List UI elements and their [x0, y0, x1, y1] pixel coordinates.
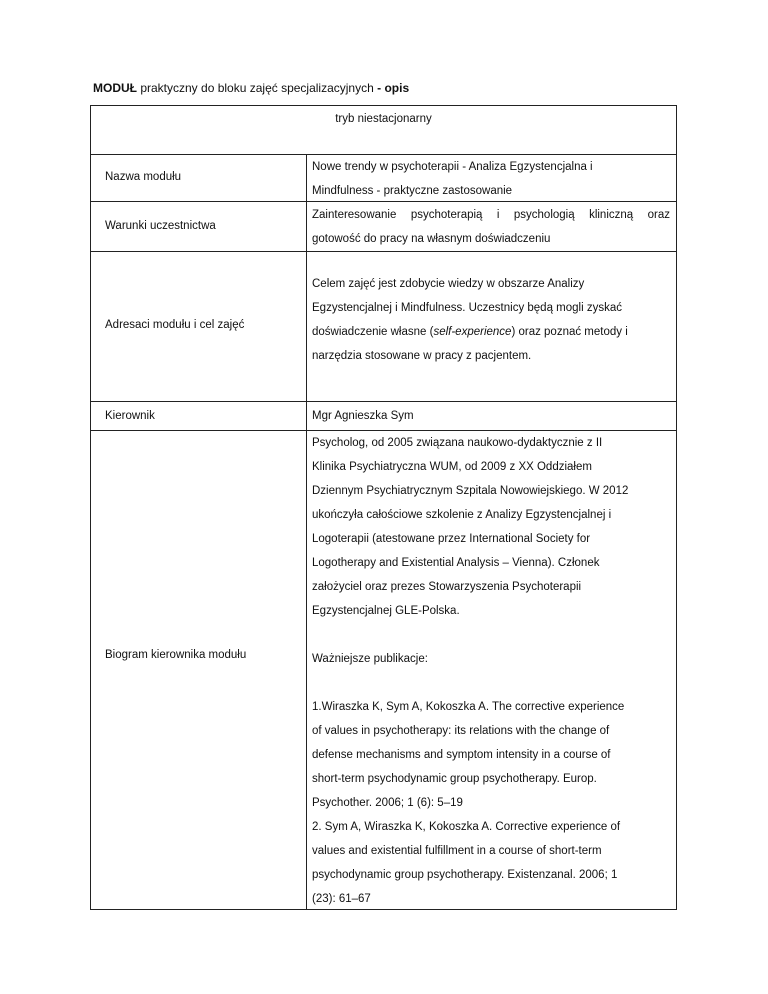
text-line: 2. Sym A, Wiraszka K, Kokoszka A. Corrective experience of [312, 821, 621, 833]
text-line: Celem zajęć jest zdobycie wiedzy w obszarze Analizy [312, 278, 585, 290]
row-label-bio: Biogram kierownika modułu [105, 649, 247, 661]
table-row [91, 431, 676, 909]
text-fragment: doświadczenie własne ( [312, 326, 434, 338]
text-line: Dziennym Psychiatrycznym Szpitala Nowowiejskiego. W 2012 [312, 485, 629, 497]
text-line: 1.Wiraszka K, Sym A, Kokoszka A. The corrective experience [312, 701, 625, 713]
text-line: Psychother. 2006; 1 (6): 5–19 [312, 797, 463, 809]
text-line: narzędzia stosowane w pracy z pacjentem. [312, 350, 532, 362]
text-fragment: ) oraz poznać metody i [511, 326, 628, 338]
text-line: gotowość do pracy na własnym doświadczeniu [312, 233, 551, 245]
audience-value [312, 272, 670, 368]
text-line: Zainteresowanie psychoterapią i psychologią kliniczną oraz [312, 209, 670, 221]
text-line: Mindfulness - praktyczne zastosowanie [312, 185, 513, 197]
text-line: Egzystencjalnej i Mindfulness. Uczestnicy będą mogli zyskać [312, 302, 622, 314]
publications-heading: Ważniejsze publikacje: [312, 653, 428, 665]
text-line: Logoterapii (atestowane przez International Society for [312, 533, 591, 545]
study-mode: tryb niestacjonarny [335, 113, 432, 125]
text-line: Mgr Agnieszka Sym [312, 410, 414, 422]
text-line: Klinika Psychiatryczna WUM, od 2009 z XX Oddziałem [312, 461, 592, 473]
text-line: defense mechanisms and symptom intensity in a course of [312, 749, 611, 761]
conditions-value [312, 203, 670, 251]
text-line: of values in psychotherapy: its relations with the change of [312, 725, 610, 737]
leader-value [312, 404, 670, 428]
text-line: ukończyła całościowe szkolenie z Analizy Egzystencjalnej i [312, 509, 612, 521]
bio-value [312, 431, 670, 911]
text-line: psychodynamic group psychotherapy. Existenzanal. 2006; 1 [312, 869, 618, 881]
text-line: Egzystencjalnej GLE-Polska. [312, 605, 460, 617]
table-row [91, 155, 676, 202]
text-line: Psycholog, od 2005 związana naukowo-dydaktycznie z II [312, 437, 603, 449]
title-text: praktyczny do bloku zajęć specjalizacyjnych [137, 81, 378, 95]
table-row [91, 202, 676, 252]
row-label-audience: Adresaci modułu i cel zajęć [105, 319, 245, 331]
table-row [91, 252, 676, 402]
text-line: short-term psychodynamic group psychotherapy. Europ. [312, 773, 597, 785]
text-line [312, 320, 670, 344]
text-line: założyciel oraz prezes Stowarzyszenia Psychoterapii [312, 581, 582, 593]
module-table [90, 105, 677, 910]
row-label-conditions: Warunki uczestnictwa [105, 220, 216, 232]
table-row [91, 402, 676, 431]
text-line: (23): 61–67 [312, 893, 371, 905]
module-name-value [312, 155, 670, 203]
text-line: Logotherapy and Existential Analysis – Vienna). Członek [312, 557, 600, 569]
text-line: values and existential fulfillment in a course of short-term [312, 845, 602, 857]
title-bold-opis: - opis [377, 81, 410, 95]
text-line: Nowe trendy w psychoterapii - Analiza Egzystencjalna i [312, 161, 593, 173]
text-italic: self-experience [433, 326, 512, 338]
row-label-leader: Kierownik [105, 410, 155, 422]
document-title [93, 81, 409, 95]
row-label-module-name: Nazwa modułu [105, 171, 182, 183]
mode-row [91, 106, 676, 155]
title-bold-module: MODUŁ [93, 81, 137, 95]
